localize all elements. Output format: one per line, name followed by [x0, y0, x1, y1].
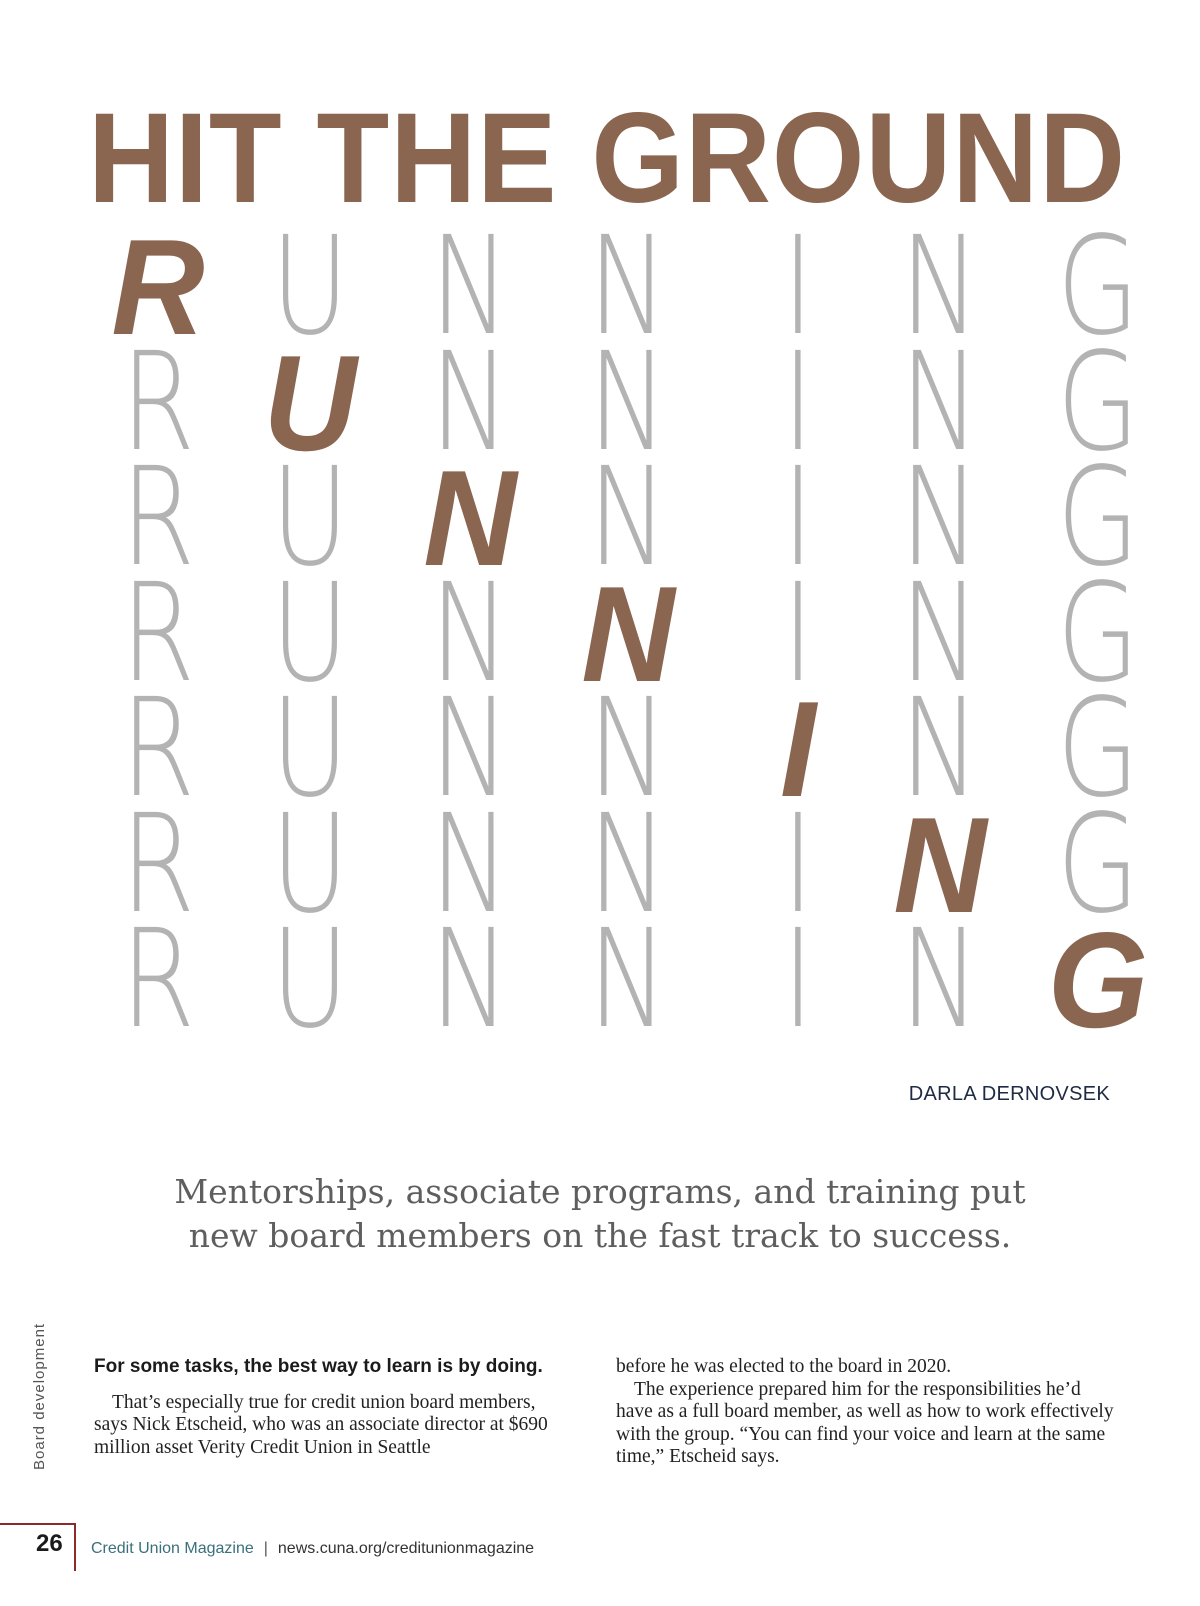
faded-letter: N [588, 670, 668, 828]
highlighted-letter: U [263, 326, 357, 479]
faded-letter: N [900, 208, 980, 366]
faded-letter: R [121, 785, 195, 944]
faded-letter: I [782, 785, 814, 944]
body-paragraph: before he was elected to the board in 2020. [616, 1356, 952, 1377]
body-column-left [94, 1356, 572, 1459]
headline-top: HIT THE GROUND [88, 87, 1127, 230]
faded-letter: U [271, 901, 349, 1059]
highlighted-letter: N [893, 788, 987, 941]
faded-letter: N [588, 323, 668, 482]
faded-letter: R [121, 554, 195, 713]
faded-letter: N [588, 208, 668, 366]
running-letter-grid [88, 208, 1149, 1059]
faded-letter: N [430, 208, 510, 366]
highlighted-letter: N [423, 442, 517, 594]
faded-letter: U [271, 670, 349, 828]
body-paragraph: The experience prepared him for the responsibilities he’d have as a full board member, as well as how to work effectively with the group. “You can find your voice and learn at the same time,” Etscheid says. [616, 1378, 1114, 1467]
faded-letter: U [271, 439, 349, 597]
faded-letter: N [900, 901, 980, 1059]
faded-letter: N [430, 323, 510, 482]
faded-letter: N [430, 785, 510, 944]
faded-letter: N [588, 785, 668, 944]
faded-letter: N [588, 439, 668, 597]
faded-letter: U [271, 785, 349, 944]
faded-letter: R [121, 323, 195, 482]
faded-letter: N [900, 439, 980, 597]
faded-letter: I [782, 439, 814, 597]
publication-url[interactable]: news.cuna.org/creditunionmagazine [277, 1540, 535, 1557]
faded-letter: R [121, 670, 195, 828]
faded-letter: U [271, 208, 349, 366]
running-row [88, 901, 1149, 1059]
faded-letter: N [900, 554, 980, 713]
faded-letter: G [1056, 554, 1140, 713]
footer-line [91, 1540, 534, 1558]
faded-letter: N [588, 901, 668, 1059]
body-paragraph: That’s especially true for credit union board members, says Nick Etscheid, who was an associate director at $690 million asset Verity Credit Union in Seattle [94, 1391, 548, 1458]
faded-letter: G [1056, 670, 1140, 828]
body-column-right [616, 1356, 1116, 1469]
highlighted-letter: N [581, 557, 675, 710]
faded-letter: N [430, 901, 510, 1059]
highlighted-letter: G [1047, 904, 1149, 1056]
deck-line-2: new board members on the fast track to success. [188, 1216, 1012, 1255]
author-byline: DARLA DERNOVSEK [908, 1083, 1110, 1105]
faded-letter: N [900, 670, 980, 828]
faded-letter: U [271, 554, 349, 713]
faded-letter: G [1056, 439, 1140, 597]
section-label: Board development [31, 1322, 48, 1470]
faded-letter: G [1056, 785, 1140, 944]
faded-letter: I [782, 323, 814, 482]
faded-letter: N [430, 554, 510, 713]
publication-name: Credit Union Magazine [91, 1540, 254, 1557]
faded-letter: R [121, 901, 195, 1059]
faded-letter: N [430, 670, 510, 828]
faded-letter: I [782, 208, 814, 366]
page-number: 26 [36, 1530, 63, 1557]
faded-letter: R [121, 439, 195, 597]
deck [100, 1170, 1100, 1258]
lead-sentence: For some tasks, the best way to learn is by doing. [94, 1356, 543, 1377]
highlighted-letter: I [780, 673, 816, 825]
footer-separator: | [263, 1540, 268, 1557]
faded-letter: G [1056, 208, 1140, 366]
highlighted-letter: R [111, 211, 205, 363]
deck-line-1: Mentorships, associate programs, and training put [174, 1172, 1026, 1211]
faded-letter: G [1056, 323, 1140, 482]
faded-letter: I [782, 901, 814, 1059]
faded-letter: N [900, 323, 980, 482]
faded-letter: I [782, 554, 814, 713]
